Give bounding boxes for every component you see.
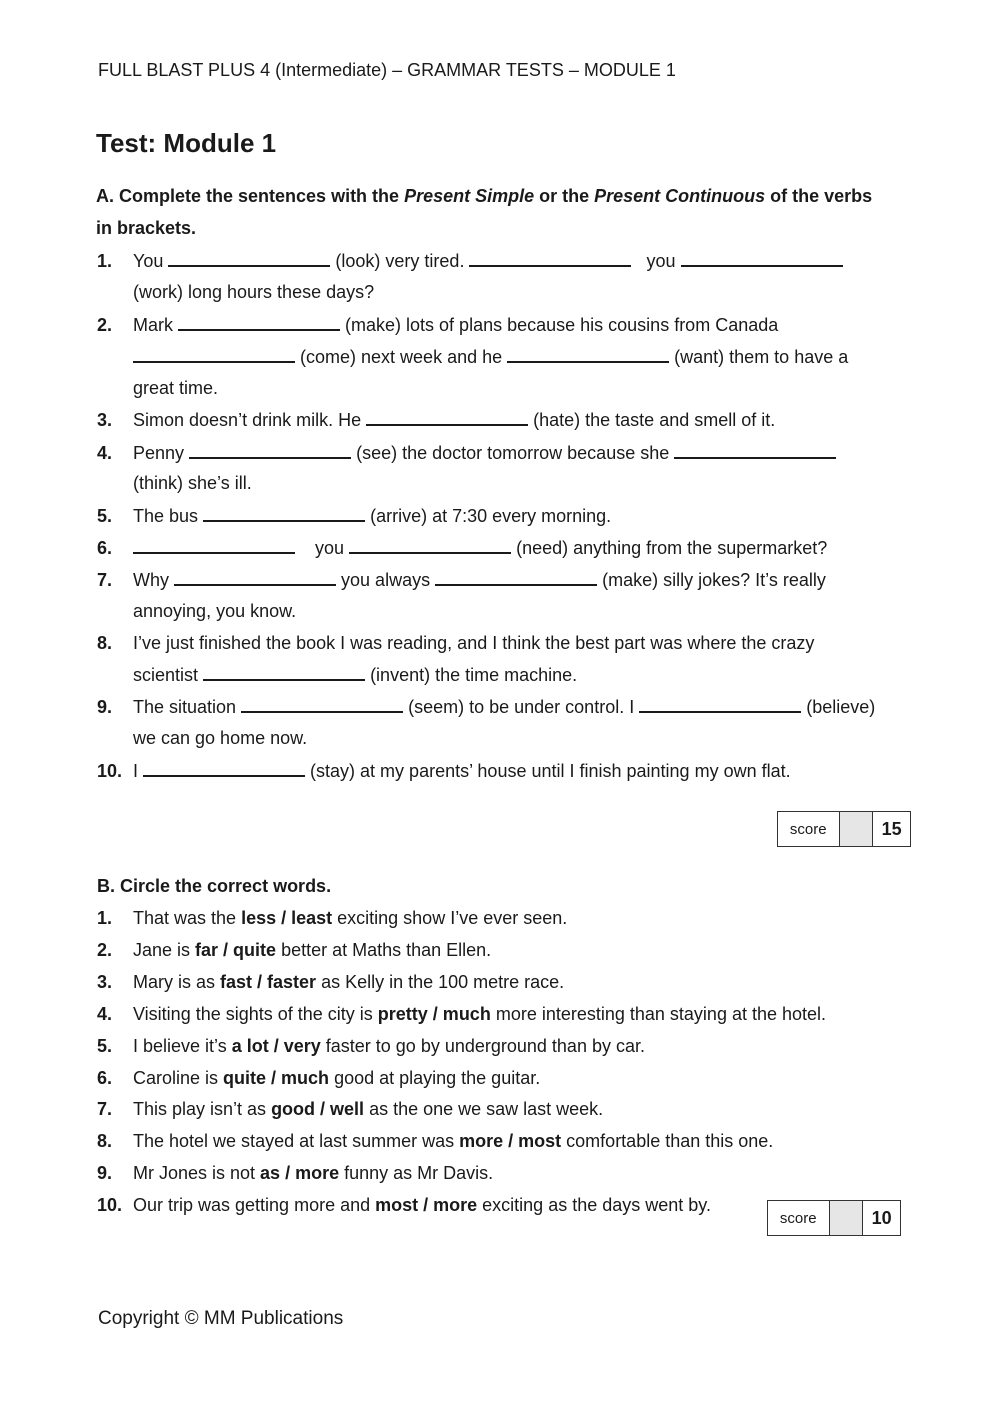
word-choice[interactable]: more / most bbox=[459, 1131, 562, 1151]
answer-blank[interactable] bbox=[681, 249, 843, 267]
score-max: 15 bbox=[881, 818, 902, 839]
sentence-start: That was the bbox=[133, 908, 242, 928]
score-label: score bbox=[778, 812, 840, 846]
answer-blank[interactable] bbox=[178, 313, 340, 331]
answer-blank[interactable] bbox=[435, 568, 597, 586]
sentence-end: faster to go by underground than by car. bbox=[320, 1036, 645, 1056]
sentence-start: Mr Jones is not bbox=[133, 1163, 261, 1183]
item-number: 9. bbox=[97, 1163, 113, 1183]
score-max: 10 bbox=[871, 1207, 892, 1228]
score-label: score bbox=[768, 1201, 830, 1235]
a-item-10: 10. I (stay) at my parents’ house until I finish painting my own flat. bbox=[97, 761, 791, 781]
answer-blank[interactable] bbox=[133, 536, 295, 554]
answer-blank[interactable] bbox=[143, 759, 305, 777]
a-item-4-cont: (think) she’s ill. bbox=[133, 473, 252, 493]
word-choice[interactable]: pretty / much bbox=[377, 1004, 491, 1024]
score-input[interactable] bbox=[830, 1201, 864, 1235]
b-item-9 bbox=[97, 1162, 493, 1184]
page-title: Test: Module 1 bbox=[96, 128, 277, 158]
word-choice[interactable]: a lot / very bbox=[231, 1036, 321, 1056]
section-b-instruction: B. Circle the correct words. bbox=[97, 876, 332, 896]
a-item-9: 9. The situation (seem) to be under control. I (believe) bbox=[97, 697, 876, 717]
sentence-start: Jane is bbox=[133, 940, 196, 960]
item-number: 6. bbox=[97, 1068, 113, 1088]
sentence-end: exciting as the days went by. bbox=[477, 1195, 711, 1215]
answer-blank[interactable] bbox=[507, 345, 669, 363]
word-choice[interactable]: fast / faster bbox=[220, 972, 317, 992]
a-item-2-cont: (come) next week and he (want) them to have a bbox=[133, 345, 848, 368]
score-box-a bbox=[777, 811, 911, 847]
a-item-5: 5. The bus (arrive) at 7:30 every morning. bbox=[97, 506, 612, 526]
word-choice[interactable]: as / more bbox=[260, 1163, 340, 1183]
sentence-end: comfortable than this one. bbox=[561, 1131, 774, 1151]
b-item-6 bbox=[97, 1067, 540, 1089]
score-box-b bbox=[767, 1200, 901, 1236]
a-item-2: 2. Mark (make) lots of plans because his cousins from Canada bbox=[97, 315, 779, 335]
word-choice[interactable]: less / least bbox=[241, 908, 333, 928]
sentence-start: Visiting the sights of the city is bbox=[133, 1004, 378, 1024]
word-choice[interactable]: good / well bbox=[271, 1099, 365, 1119]
sentence-end: funny as Mr Davis. bbox=[339, 1163, 494, 1183]
sentence-end: as Kelly in the 100 metre race. bbox=[316, 972, 565, 992]
item-number: 10. bbox=[97, 1195, 123, 1215]
item-number: 3. bbox=[97, 972, 113, 992]
word-choice[interactable]: most / more bbox=[375, 1195, 478, 1215]
answer-blank[interactable] bbox=[349, 536, 511, 554]
answer-blank[interactable] bbox=[203, 663, 365, 681]
answer-blank[interactable] bbox=[366, 408, 528, 426]
b-item-8 bbox=[97, 1130, 773, 1152]
sentence-start: Caroline is bbox=[133, 1068, 224, 1088]
sentence-start: I believe it’s bbox=[133, 1036, 232, 1056]
answer-blank[interactable] bbox=[241, 695, 403, 713]
answer-blank[interactable] bbox=[174, 568, 336, 586]
b-item-2 bbox=[97, 939, 491, 961]
item-number: 5. bbox=[97, 1036, 113, 1056]
sentence-end: exciting show I’ve ever seen. bbox=[332, 908, 568, 928]
sentence-start: This play isn’t as bbox=[133, 1099, 272, 1119]
a-item-7-cont: annoying, you know. bbox=[133, 601, 297, 621]
a-item-3: 3. Simon doesn’t drink milk. He (hate) the taste and smell of it. bbox=[97, 410, 776, 430]
a-item-7: 7. Why you always (make) silly jokes? It’s really bbox=[97, 570, 826, 590]
item-number: 7. bbox=[97, 1099, 113, 1119]
b-item-3 bbox=[97, 971, 564, 993]
sentence-start: Our trip was getting more and bbox=[133, 1195, 376, 1215]
section-a-instruction-line2: in brackets. bbox=[96, 218, 197, 238]
b-item-10 bbox=[97, 1194, 711, 1216]
a-item-8-cont: scientist (invent) the time machine. bbox=[133, 665, 578, 685]
sentence-end: good at playing the guitar. bbox=[329, 1068, 541, 1088]
a-item-6: 6. you (need) anything from the supermarket? bbox=[97, 538, 828, 558]
b-item-7 bbox=[97, 1098, 603, 1120]
a-item-9-cont: we can go home now. bbox=[133, 728, 308, 748]
answer-blank[interactable] bbox=[203, 504, 365, 522]
item-number: 2. bbox=[97, 940, 113, 960]
b-item-4 bbox=[97, 1003, 826, 1025]
b-item-5 bbox=[97, 1035, 645, 1057]
a-item-4: 4. Penny (see) the doctor tomorrow because she bbox=[97, 441, 836, 464]
item-number: 4. bbox=[97, 1004, 113, 1024]
b-item-1 bbox=[97, 907, 567, 929]
answer-blank[interactable] bbox=[189, 441, 351, 459]
sentence-start: The hotel we stayed at last summer was bbox=[133, 1131, 460, 1151]
a-item-1-cont: (work) long hours these days? bbox=[133, 282, 375, 302]
answer-blank[interactable] bbox=[674, 441, 836, 459]
answer-blank[interactable] bbox=[133, 345, 295, 363]
item-number: 8. bbox=[97, 1131, 113, 1151]
page-header: FULL BLAST PLUS 4 (Intermediate) – GRAMMAR TESTS – MODULE 1 bbox=[98, 60, 676, 80]
answer-blank[interactable] bbox=[469, 249, 631, 267]
answer-blank[interactable] bbox=[639, 695, 801, 713]
item-number: 1. bbox=[97, 908, 113, 928]
a-item-1: 1. You (look) very tired. you bbox=[97, 249, 843, 272]
answer-blank[interactable] bbox=[168, 249, 330, 267]
sentence-end: more interesting than staying at the hotel. bbox=[490, 1004, 827, 1024]
sentence-end: as the one we saw last week. bbox=[364, 1099, 604, 1119]
word-choice[interactable]: quite / much bbox=[223, 1068, 330, 1088]
section-a-instruction: A. Complete the sentences with the Present Simple or the Present Continuous of the verbs bbox=[96, 186, 873, 206]
sentence-end: better at Maths than Ellen. bbox=[276, 940, 492, 960]
a-item-8: 8. I’ve just finished the book I was reading, and I think the best part was where the crazy bbox=[97, 633, 815, 653]
word-choice[interactable]: far / quite bbox=[195, 940, 277, 960]
a-item-2-cont2: great time. bbox=[133, 378, 219, 398]
copyright-footer: Copyright © MM Publications bbox=[98, 1308, 344, 1329]
sentence-start: Mary is as bbox=[133, 972, 221, 992]
score-input[interactable] bbox=[840, 812, 874, 846]
